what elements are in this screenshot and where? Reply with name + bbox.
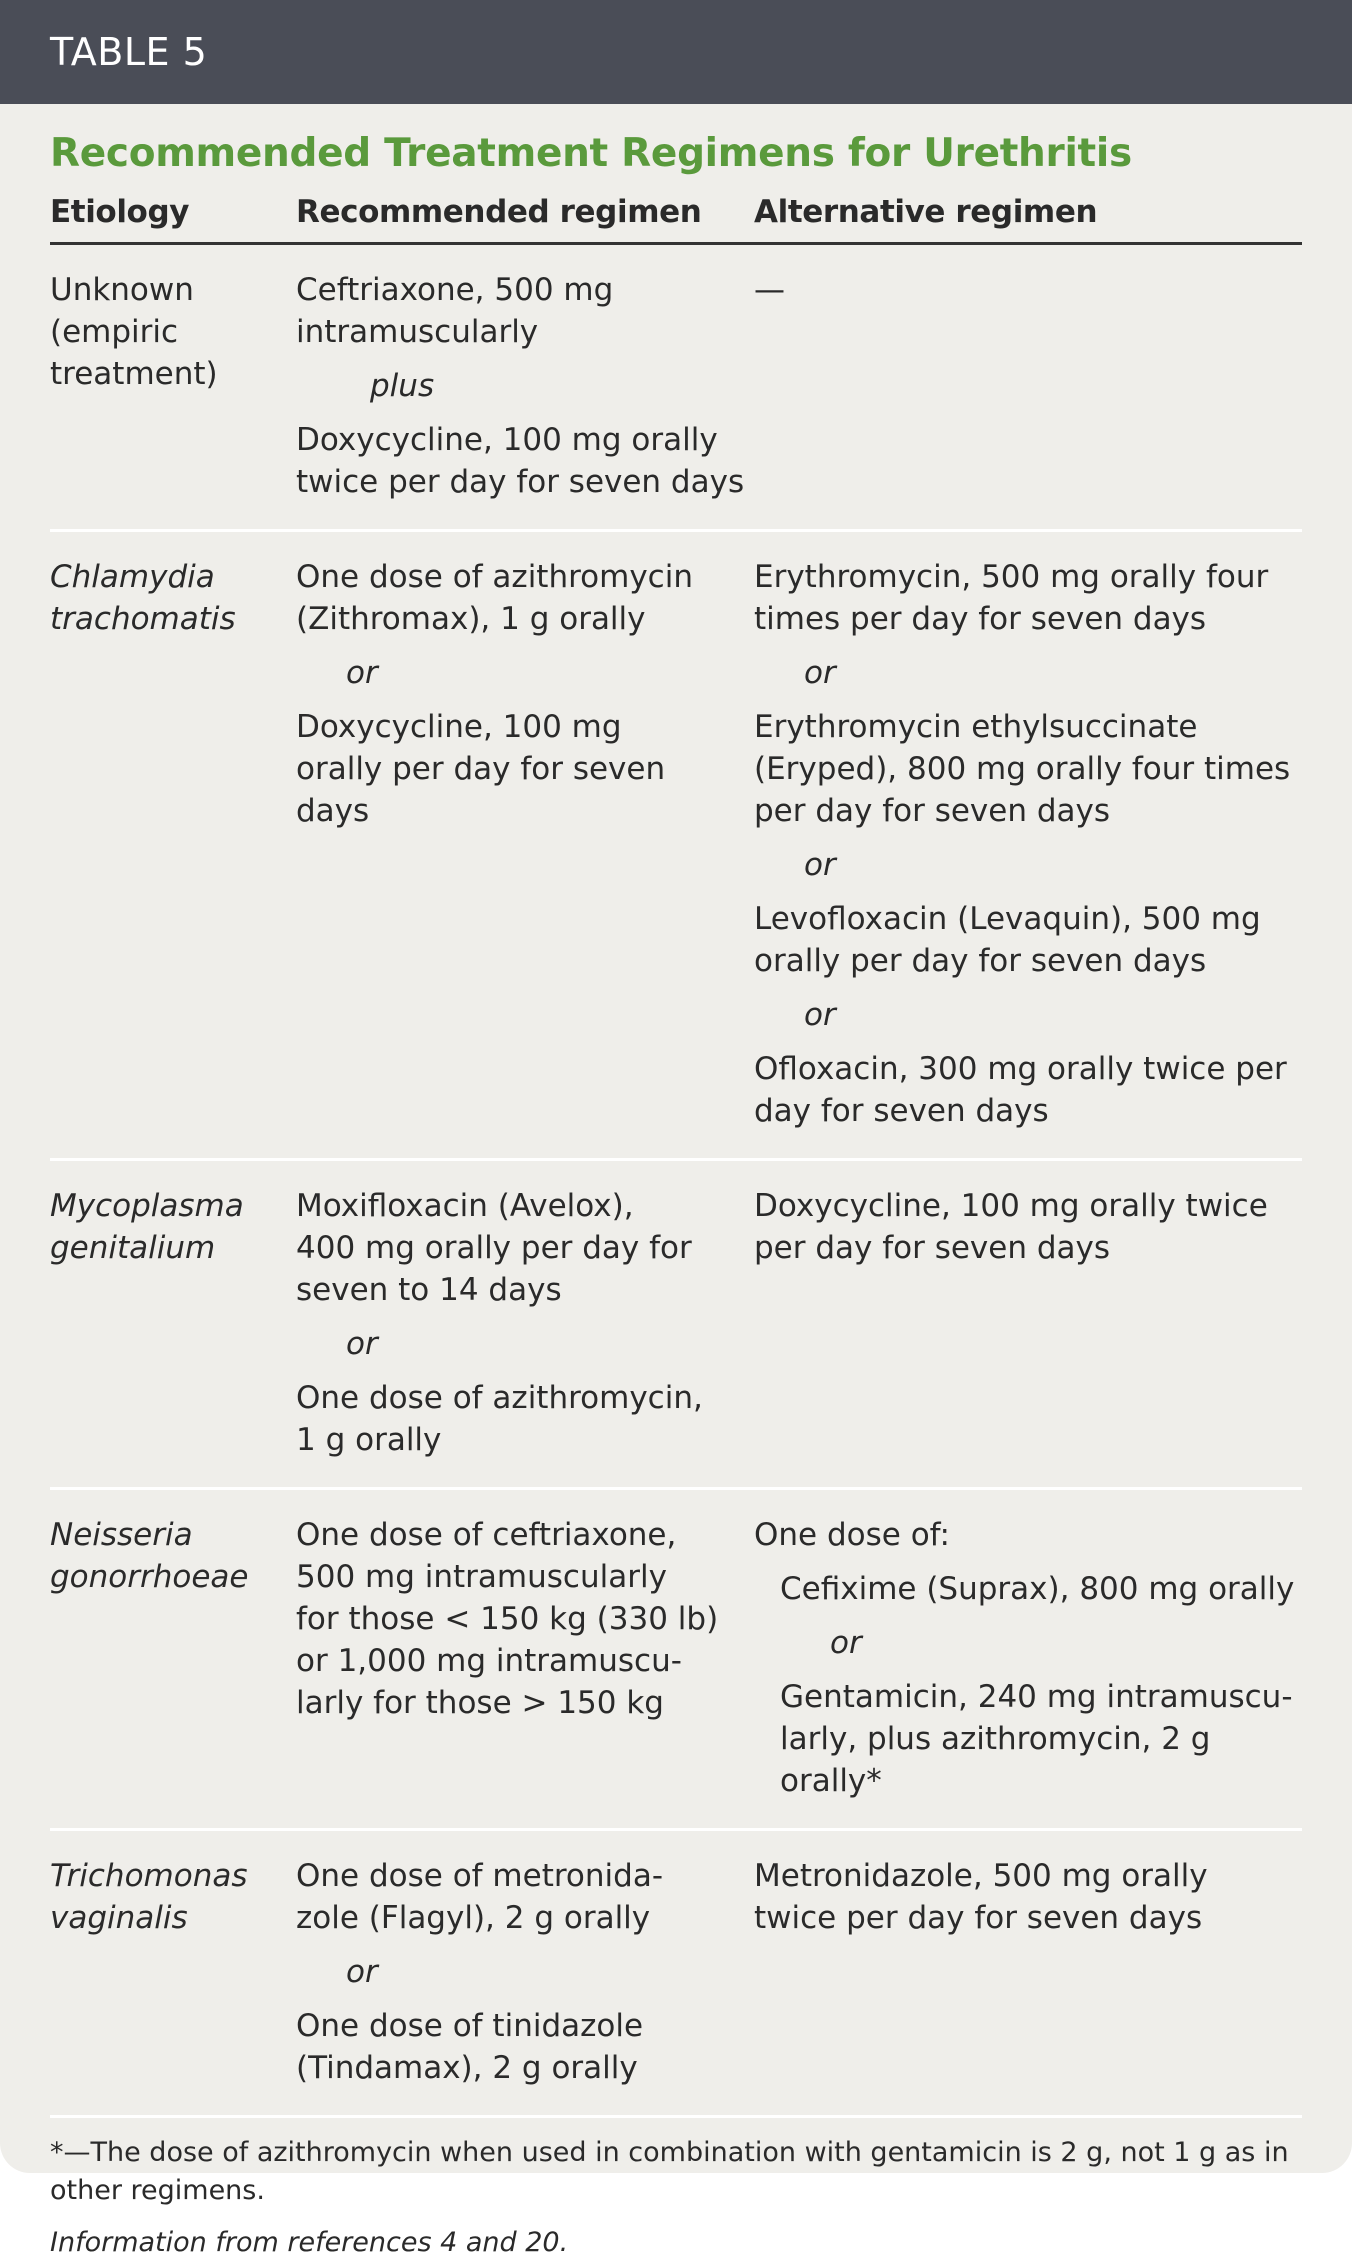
connector-or: or	[804, 997, 836, 1033]
regimen-line: (Eryped), 800 mg orally four times	[754, 751, 1291, 787]
table-row	[50, 532, 1302, 1161]
footnote-line: *—The dose of azithromycin when used in combination with gentamicin is 2 g, not 1 g as in	[50, 2137, 1289, 2168]
connector-or: or	[346, 1326, 378, 1362]
alternative-cell	[754, 1855, 1302, 2101]
table-header-bar	[0, 0, 1352, 104]
connector-plus: plus	[370, 368, 435, 404]
regimen-text	[296, 706, 754, 832]
regimen-text: Cefixime (Suprax), 800 mg orally	[780, 1571, 1295, 1607]
regimen-line: times per day for seven days	[754, 601, 1207, 637]
regimen-line: intramuscularly	[296, 314, 539, 350]
regimen-text	[754, 706, 1302, 832]
regimen-text: —	[754, 272, 785, 308]
alternative-cell	[754, 556, 1302, 1144]
etiology-line: treatment)	[50, 356, 218, 392]
regimen-line: seven to 14 days	[296, 1272, 562, 1308]
regimen-line: per day for seven days	[754, 1230, 1111, 1266]
regimen-line: (Zithromax), 1 g orally	[296, 601, 646, 637]
table-content	[0, 126, 1352, 2262]
regimen-line: Doxycycline, 100 mg orally	[296, 422, 718, 458]
regimen-line: Gentamicin, 240 mg intramuscu-	[780, 1679, 1293, 1715]
regimen-text	[754, 1185, 1302, 1269]
regimen-text	[296, 1855, 754, 1939]
recommended-cell	[296, 1855, 754, 2101]
connector-or: or	[804, 655, 836, 691]
recommended-cell	[296, 556, 754, 1144]
etiology-cell	[50, 556, 296, 1144]
regimen-line: days	[296, 793, 370, 829]
table-number-label: TABLE 5	[50, 30, 208, 74]
etiology-line: trachomatis	[50, 601, 236, 637]
connector-or: or	[346, 1954, 378, 1990]
regimen-line: Erythromycin, 500 mg orally four	[754, 559, 1269, 595]
regimen-line: Doxycycline, 100 mg orally twice	[754, 1188, 1268, 1224]
regimen-line: Levofloxacin (Levaquin), 500 mg	[754, 901, 1261, 937]
regimen-line: for those < 150 kg (330 lb)	[296, 1601, 719, 1637]
regimen-line: Erythromycin ethylsuccinate	[754, 709, 1198, 745]
table-row	[50, 1161, 1302, 1490]
regimen-line: One dose of ceftriaxone,	[296, 1517, 677, 1553]
column-header-recommended: Recommended regimen	[296, 194, 702, 230]
regimen-text	[296, 269, 754, 353]
regimen-line: larly for those > 150 kg	[296, 1685, 664, 1721]
regimen-text	[296, 1514, 754, 1724]
table-row	[50, 245, 1302, 532]
regimen-line: Metronidazole, 500 mg orally	[754, 1858, 1208, 1894]
recommended-cell	[296, 269, 754, 515]
etiology-line: genitalium	[50, 1230, 216, 1266]
regimen-text	[754, 898, 1302, 982]
column-header-alternative: Alternative regimen	[754, 194, 1098, 230]
footnote-line: other regimens.	[50, 2175, 265, 2206]
regimen-line: day for seven days	[754, 1093, 1049, 1129]
table-row	[50, 1490, 1302, 1831]
etiology-line: Mycoplasma	[50, 1188, 244, 1224]
table-row	[50, 1831, 1302, 2118]
regimen-line: orally per day for seven days	[754, 943, 1207, 979]
regimen-text	[754, 1676, 1302, 1802]
etiology-line: Neisseria	[50, 1517, 193, 1553]
regimen-line: twice per day for seven days	[296, 464, 745, 500]
regimen-line: One dose of azithromycin	[296, 559, 693, 595]
regimen-line: 400 mg orally per day for	[296, 1230, 692, 1266]
regimen-line: Doxycycline, 100 mg	[296, 709, 622, 745]
regimen-line: larly, plus azithromycin, 2 g orally*	[780, 1721, 1211, 1799]
column-headers	[50, 182, 1302, 245]
regimen-line: One dose of tinidazole	[296, 2008, 644, 2044]
regimen-text	[296, 2005, 754, 2089]
connector-or: or	[830, 1625, 862, 1661]
regimen-line: Moxifloxacin (Avelox),	[296, 1188, 634, 1224]
regimen-text	[296, 1185, 754, 1311]
regimen-line: orally per day for seven	[296, 751, 666, 787]
regimen-text	[754, 1855, 1302, 1939]
regimen-text: One dose of:	[754, 1517, 950, 1553]
regimen-line: Ofloxacin, 300 mg orally twice per	[754, 1051, 1287, 1087]
regimen-text	[296, 419, 754, 503]
regimen-line: Ceftriaxone, 500 mg	[296, 272, 614, 308]
regimen-line: One dose of azithromycin,	[296, 1380, 703, 1416]
regimen-line: (Tindamax), 2 g orally	[296, 2050, 638, 2086]
etiology-line: Trichomonas	[50, 1858, 248, 1894]
column-header-etiology: Etiology	[50, 194, 190, 230]
etiology-line: Chlamydia	[50, 559, 215, 595]
etiology-cell	[50, 1514, 296, 1814]
connector-or: or	[346, 655, 378, 691]
regimen-text	[754, 556, 1302, 640]
regimen-line: One dose of metronida-	[296, 1858, 664, 1894]
regimen-line: or 1,000 mg intramuscu-	[296, 1643, 682, 1679]
etiology-cell	[50, 1855, 296, 2101]
alternative-cell	[754, 1514, 1302, 1814]
regimen-text	[296, 556, 754, 640]
regimen-line: zole (Flagyl), 2 g orally	[296, 1900, 651, 1936]
connector-or: or	[804, 847, 836, 883]
alternative-cell	[754, 269, 1302, 515]
etiology-line: (empiric	[50, 314, 179, 350]
source-note: Information from references 4 and 20.	[50, 2227, 569, 2258]
etiology-line: Unknown	[50, 272, 194, 308]
etiology-cell	[50, 1185, 296, 1473]
regimen-text	[754, 1048, 1302, 1132]
regimen-text	[296, 1377, 754, 1461]
regimen-line: twice per day for seven days	[754, 1900, 1203, 1936]
regimen-line: per day for seven days	[754, 793, 1111, 829]
etiology-line: gonorrhoeae	[50, 1559, 249, 1595]
recommended-cell	[296, 1514, 754, 1814]
etiology-line: vaginalis	[50, 1900, 188, 1936]
regimen-line: 1 g orally	[296, 1422, 442, 1458]
alternative-cell	[754, 1185, 1302, 1473]
footnote	[50, 2134, 1302, 2210]
etiology-cell	[50, 269, 296, 515]
regimen-line: 500 mg intramuscularly	[296, 1559, 667, 1595]
recommended-cell	[296, 1185, 754, 1473]
table-title: Recommended Treatment Regimens for Urethritis	[50, 131, 1132, 176]
